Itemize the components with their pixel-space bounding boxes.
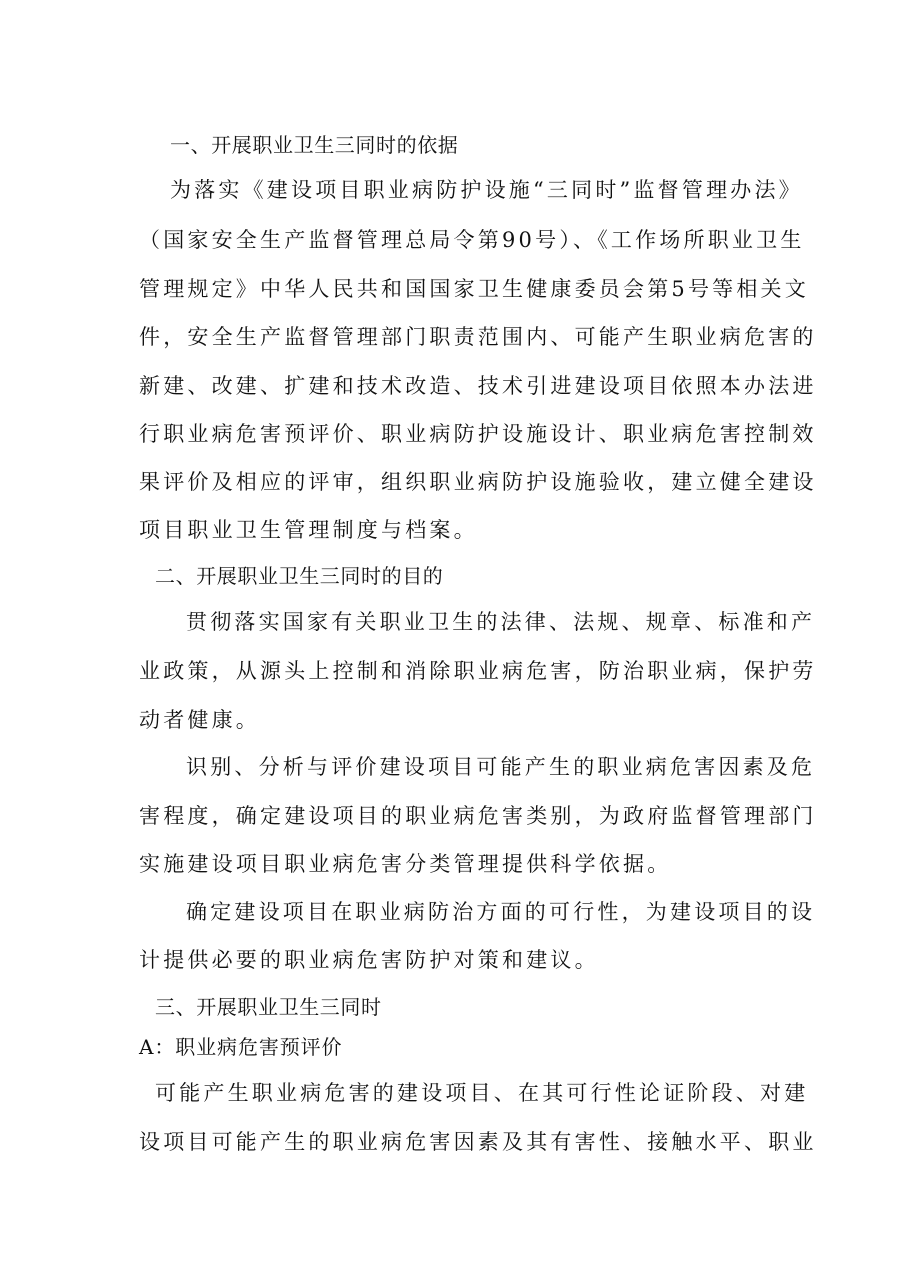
paragraph-line: 新建、改建、扩建和技术改造、技术引进建设项目依照本办法进 bbox=[139, 374, 817, 398]
paragraph-line: 计提供必要的职业病危害防护对策和建议。 bbox=[139, 948, 599, 972]
paragraph-line: （国家安全生产监督管理总局令第90号）、《工作场所职业卫生 bbox=[139, 228, 805, 252]
subheading-pre-evaluation: A：职业病危害预评价 bbox=[139, 1035, 343, 1059]
paragraph-line: 行职业病危害预评价、职业病防护设施设计、职业病危害控制效 bbox=[139, 422, 817, 446]
paragraph-line: 管理规定》中华人民共和国国家卫生健康委员会第5号等相关文 bbox=[139, 277, 809, 301]
paragraph-line: 贯彻落实国家有关职业卫生的法律、法规、规章、标准和产 bbox=[186, 610, 816, 634]
paragraph-line: 可能产生职业病危害的建设项目、在其可行性论证阶段、对建 bbox=[155, 1081, 809, 1105]
paragraph-line: 为落实《建设项目职业病防护设施“三同时”监督管理办法》 bbox=[170, 178, 803, 202]
section-heading-purpose: 二、开展职业卫生三同时的目的 bbox=[155, 564, 444, 588]
paragraph-line: 件，安全生产监督管理部门职责范围内、可能产生职业病危害的 bbox=[139, 325, 817, 349]
paragraph-line: 确定建设项目在职业病防治方面的可行性，为建设项目的设 bbox=[186, 900, 816, 924]
paragraph-line: 果评价及相应的评审，组织职业病防护设施验收，建立健全建设 bbox=[139, 470, 817, 494]
paragraph-line: 业政策，从源头上控制和消除职业病危害，防治职业病，保护劳 bbox=[139, 659, 817, 683]
section-heading-implementation: 三、开展职业卫生三同时 bbox=[155, 995, 382, 1019]
paragraph-line: 实施建设项目职业病危害分类管理提供科学依据。 bbox=[139, 852, 672, 876]
paragraph-line: 动者健康。 bbox=[139, 708, 260, 732]
paragraph-line: 项目职业卫生管理制度与档案。 bbox=[139, 518, 478, 542]
section-heading-basis: 一、开展职业卫生三同时的依据 bbox=[170, 133, 459, 157]
paragraph-line: 害程度，确定建设项目的职业病危害类别，为政府监督管理部门 bbox=[139, 804, 817, 828]
paragraph-line: 设项目可能产生的职业病危害因素及其有害性、接触水平、职业 bbox=[139, 1130, 817, 1154]
paragraph-line: 识别、分析与评价建设项目可能产生的职业病危害因素及危 bbox=[186, 755, 816, 779]
